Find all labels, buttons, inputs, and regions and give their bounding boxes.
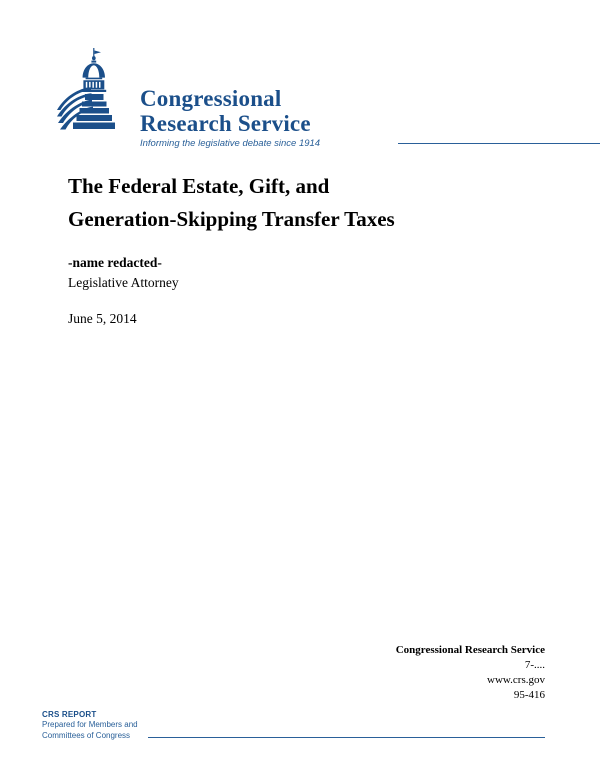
footer-phone: 7-.... [524, 659, 545, 671]
footer-report-number: 95-416 [513, 689, 545, 701]
footer-website[interactable]: www.crs.gov [487, 674, 545, 686]
title-line-1: The Federal Estate, Gift, and [68, 174, 330, 198]
author-role: Legislative Attorney [68, 275, 179, 290]
footer-organization: Congressional Research Service [395, 644, 545, 656]
masthead-divider [398, 143, 600, 144]
author-block [68, 253, 528, 293]
wordmark-line-2: Research Service [140, 111, 311, 136]
footer-prepared-line-1: Prepared for Members and [42, 720, 138, 729]
page-title [68, 170, 528, 236]
title-line-2: Generation-Skipping Transfer Taxes [68, 207, 395, 231]
crs-capitol-dome-logo-icon [55, 48, 135, 138]
footer-report-label-block [42, 709, 138, 741]
crs-tagline: Informing the legislative debate since 1914 [140, 138, 321, 149]
crs-masthead [55, 48, 545, 149]
author-name: -name redacted- [68, 255, 162, 270]
footer-divider [148, 737, 545, 738]
wordmark-line-1: Congressional [140, 86, 282, 111]
publication-date: June 5, 2014 [68, 311, 137, 326]
footer-crs-report-label: CRS REPORT [42, 710, 97, 719]
crs-wordmark [140, 86, 440, 136]
footer-contact-block [285, 643, 545, 703]
footer-prepared-line-2: Committees of Congress [42, 730, 131, 740]
